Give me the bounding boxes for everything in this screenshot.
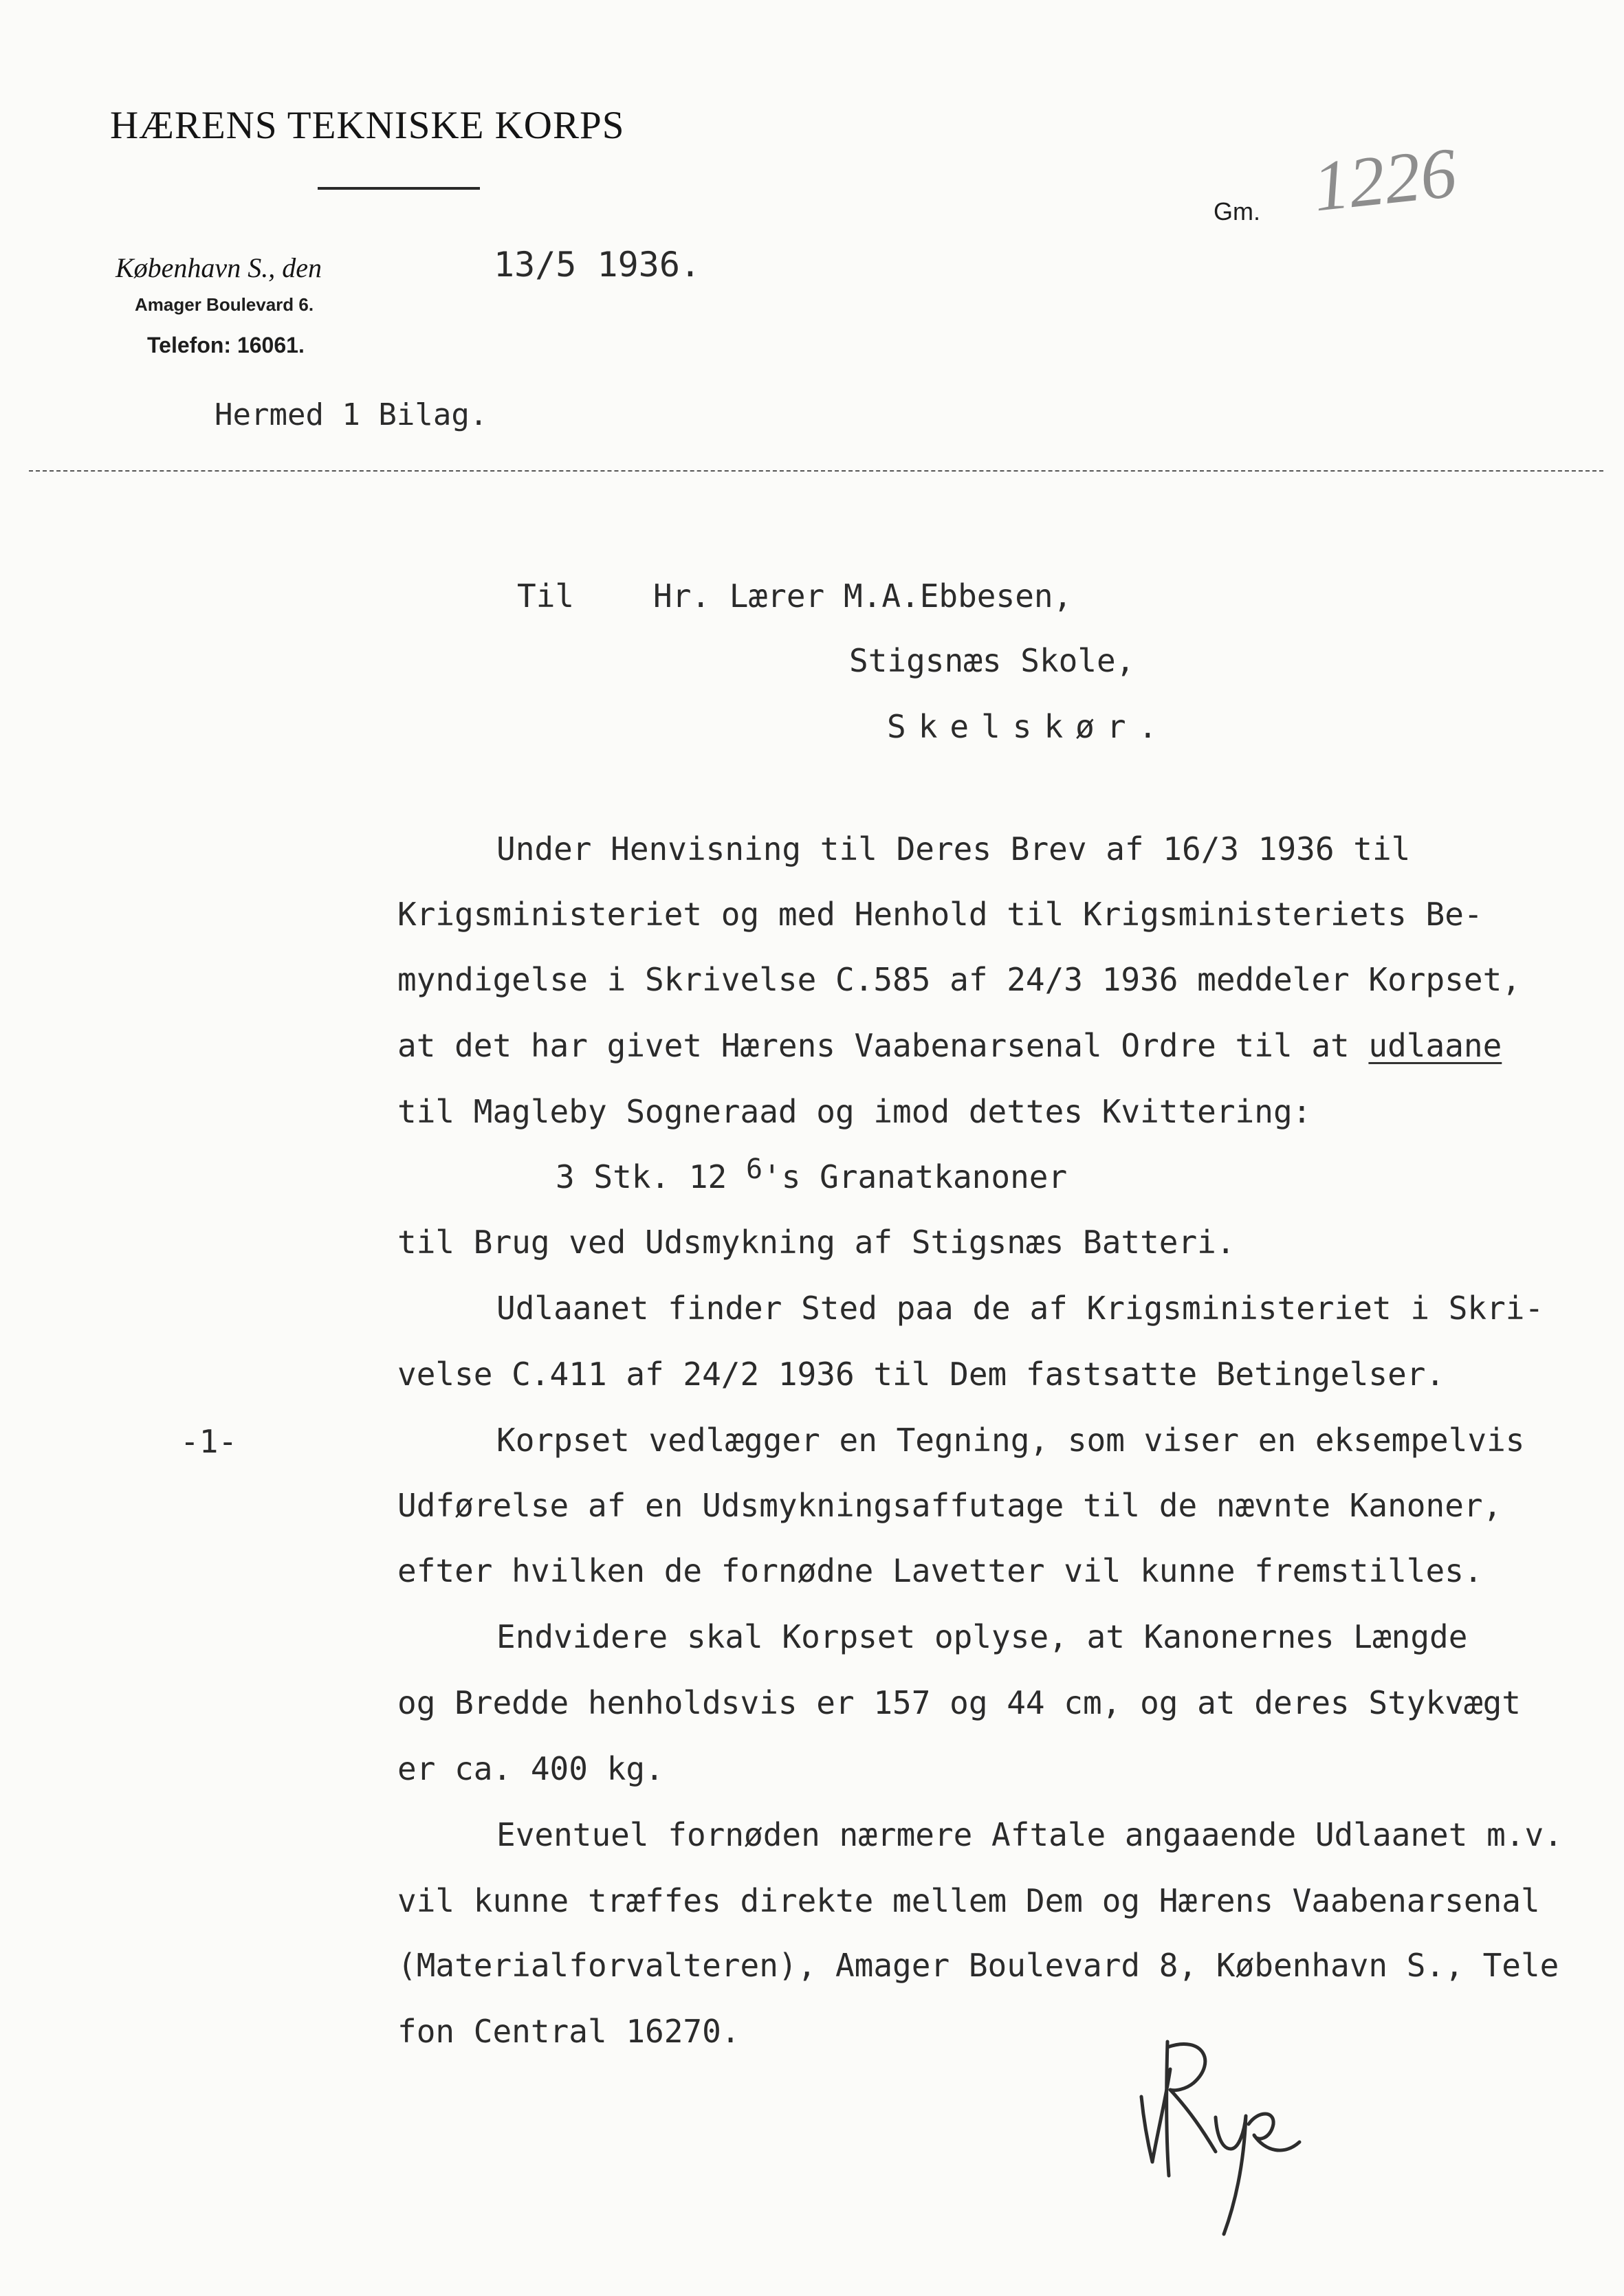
body-line: og Bredde henholdsvis er 157 og 44 cm, og at deres Stykvægt bbox=[397, 1684, 1521, 1721]
body-line: Udførelse af en Udsmykningsaffutage til de nævnte Kanoner, bbox=[397, 1487, 1502, 1524]
body-line: Under Henvisning til Deres Brev af 16/3 1936 til bbox=[496, 830, 1411, 868]
underlined-word: udlaane bbox=[1368, 1027, 1502, 1064]
letterhead-address: Amager Boulevard 6. bbox=[135, 294, 314, 315]
body-line: (Materialforvalteren), Amager Boulevard 8, København S., Tele bbox=[397, 1947, 1559, 1984]
body-line: er ca. 400 kg. bbox=[397, 1750, 664, 1787]
body-line: myndigelse i Skrivelse C.585 af 24/3 1936 meddeler Korpset, bbox=[397, 961, 1521, 998]
body-line: Korpset vedlægger en Tegning, som viser en eksempelvis bbox=[496, 1422, 1525, 1459]
margin-number: -1- bbox=[180, 1423, 238, 1460]
letter-date: 13/5 1936. bbox=[494, 245, 701, 285]
recipient-school: Stigsnæs Skole, bbox=[849, 642, 1135, 679]
body-text: 's Granatkanoner bbox=[762, 1158, 1068, 1195]
body-line: Endvidere skal Korpset oplyse, at Kanonernes Længde bbox=[496, 1618, 1468, 1655]
letterhead-rule bbox=[318, 187, 480, 190]
city-line: København S., den bbox=[116, 252, 322, 283]
body-line: Eventuel fornøden nærmere Aftale angaaende Udlaanet m.v. bbox=[496, 1816, 1563, 1853]
handwritten-correction: 6 bbox=[745, 1153, 763, 1185]
body-line: efter hvilken de fornødne Lavetter vil kunne fremstilles. bbox=[397, 1552, 1483, 1589]
body-line: Krigsministeriet og med Henhold til Krigsministeriets Be- bbox=[397, 896, 1483, 933]
body-line: til Brug ved Udsmykning af Stigsnæs Batteri. bbox=[397, 1224, 1236, 1261]
recipient-town: Skelskør. bbox=[887, 708, 1170, 745]
gun-item-line bbox=[556, 1153, 1068, 1195]
body-line: til Magleby Sogneraad og imod dettes Kvittering: bbox=[397, 1093, 1312, 1130]
organization-name: HÆRENS TEKNISKE KORPS bbox=[110, 104, 625, 147]
header-separator bbox=[29, 470, 1603, 472]
body-line bbox=[397, 1027, 1502, 1064]
body-line: Udlaanet finder Sted paa de af Krigsministeriet i Skri- bbox=[496, 1290, 1544, 1327]
recipient-to-label: Til bbox=[517, 577, 575, 615]
letterhead-phone: Telefon: 16061. bbox=[147, 333, 305, 357]
body-text: at det har givet Hærens Vaabenarsenal Ordre til at bbox=[397, 1027, 1369, 1064]
journal-label: Gm. bbox=[1214, 197, 1260, 225]
body-line: velse C.411 af 24/2 1936 til Dem fastsatte Betingelser. bbox=[397, 1356, 1445, 1393]
body-line: fon Central 16270. bbox=[397, 2013, 740, 2050]
handwritten-signature bbox=[1128, 2014, 1306, 2248]
recipient-name: Hr. Lærer M.A.Ebbesen, bbox=[653, 577, 1073, 615]
body-text: 3 Stk. 12 bbox=[556, 1158, 746, 1195]
enclosure-note: Hermed 1 Bilag. bbox=[215, 397, 488, 432]
body-line: vil kunne træffes direkte mellem Dem og Hærens Vaabenarsenal bbox=[397, 1882, 1540, 1919]
journal-number-handwritten: 1226 bbox=[1309, 133, 1460, 227]
